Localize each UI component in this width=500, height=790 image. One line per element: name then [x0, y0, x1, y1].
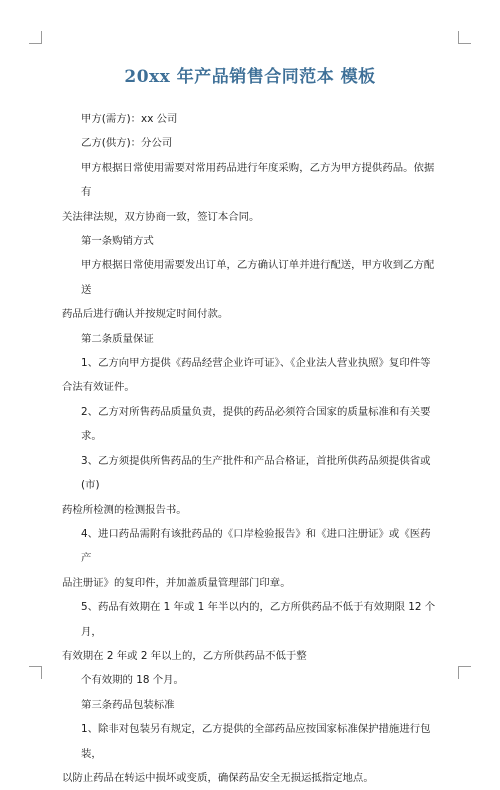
party-b-line: 乙方(供方)：分公司	[81, 137, 173, 150]
clause-2-5-line-2: 有效期在 2 年或 2 年以上的，乙方所供药品不低于整	[62, 649, 307, 662]
crop-mark-top-left	[29, 31, 42, 44]
crop-mark-bottom-right	[458, 666, 471, 679]
clause-2-2-line-1: 2、乙方对所售药品质量负责，提供的药品必须符合国家的质量标准和有关要求。	[81, 405, 431, 443]
clause-2-5-line-3: 个有效期的 18 个月。	[81, 674, 184, 687]
crop-mark-bottom-left	[29, 666, 42, 679]
clause-2-1-line-2: 合法有效证件。	[62, 381, 135, 394]
clause-2-1-line-1: 1、乙方向甲方提供《药品经营企业许可证》、《企业法人营业执照》复印件等	[81, 357, 431, 370]
clause-3-1-line-2: 以防止药品在转运中损坏或变质，确保药品安全无损运抵指定地点。	[62, 771, 374, 784]
clause-3-1-line-1: 1、除非对包装另有规定，乙方提供的全部药品应按国家标准保护措施进行包装，	[81, 723, 431, 760]
section-1-heading: 第一条购销方式	[81, 235, 154, 248]
clause-2-4-line-1: 4、进口药品需附有该批药品的《口岸检验报告》和《进口注册证》或《医药产	[81, 527, 431, 565]
clause-2-5-line-1: 5、药品有效期在 1 年或 1 年半以内的，乙方所供药品不低于有效期限 12 个月，	[81, 601, 436, 638]
intro-line-1: 甲方根据日常使用需要对常用药品进行年度采购，乙方为甲方提供药品。依据有	[81, 161, 435, 199]
clause-2-4-line-2: 品注册证》的复印件，并加盖质量管理部门印章。	[62, 576, 291, 589]
document-body	[62, 107, 440, 790]
section-1-line-1: 甲方根据日常使用需要发出订单，乙方确认订单并进行配送，甲方收到乙方配送	[81, 259, 435, 296]
document-title: 20xx 年产品销售合同范本 模板	[124, 67, 376, 87]
intro-line-2: 关法律法规，双方协商一致，签订本合同。	[62, 210, 260, 223]
party-a-line: 甲方(需方)：xx 公司	[81, 113, 178, 125]
clause-2-3-line-1: 3、乙方须提供所售药品的生产批件和产品合格证，首批所供药品须提供省或(市)	[81, 454, 431, 492]
section-1-line-2: 药品后进行确认并按规定时间付款。	[62, 308, 229, 321]
clause-2-3-line-2: 药检所检测的检测报告书。	[62, 503, 187, 516]
crop-mark-top-right	[458, 31, 471, 44]
section-2-heading: 第二条质量保证	[81, 332, 154, 345]
section-3-heading: 第三条药品包装标准	[81, 698, 175, 711]
